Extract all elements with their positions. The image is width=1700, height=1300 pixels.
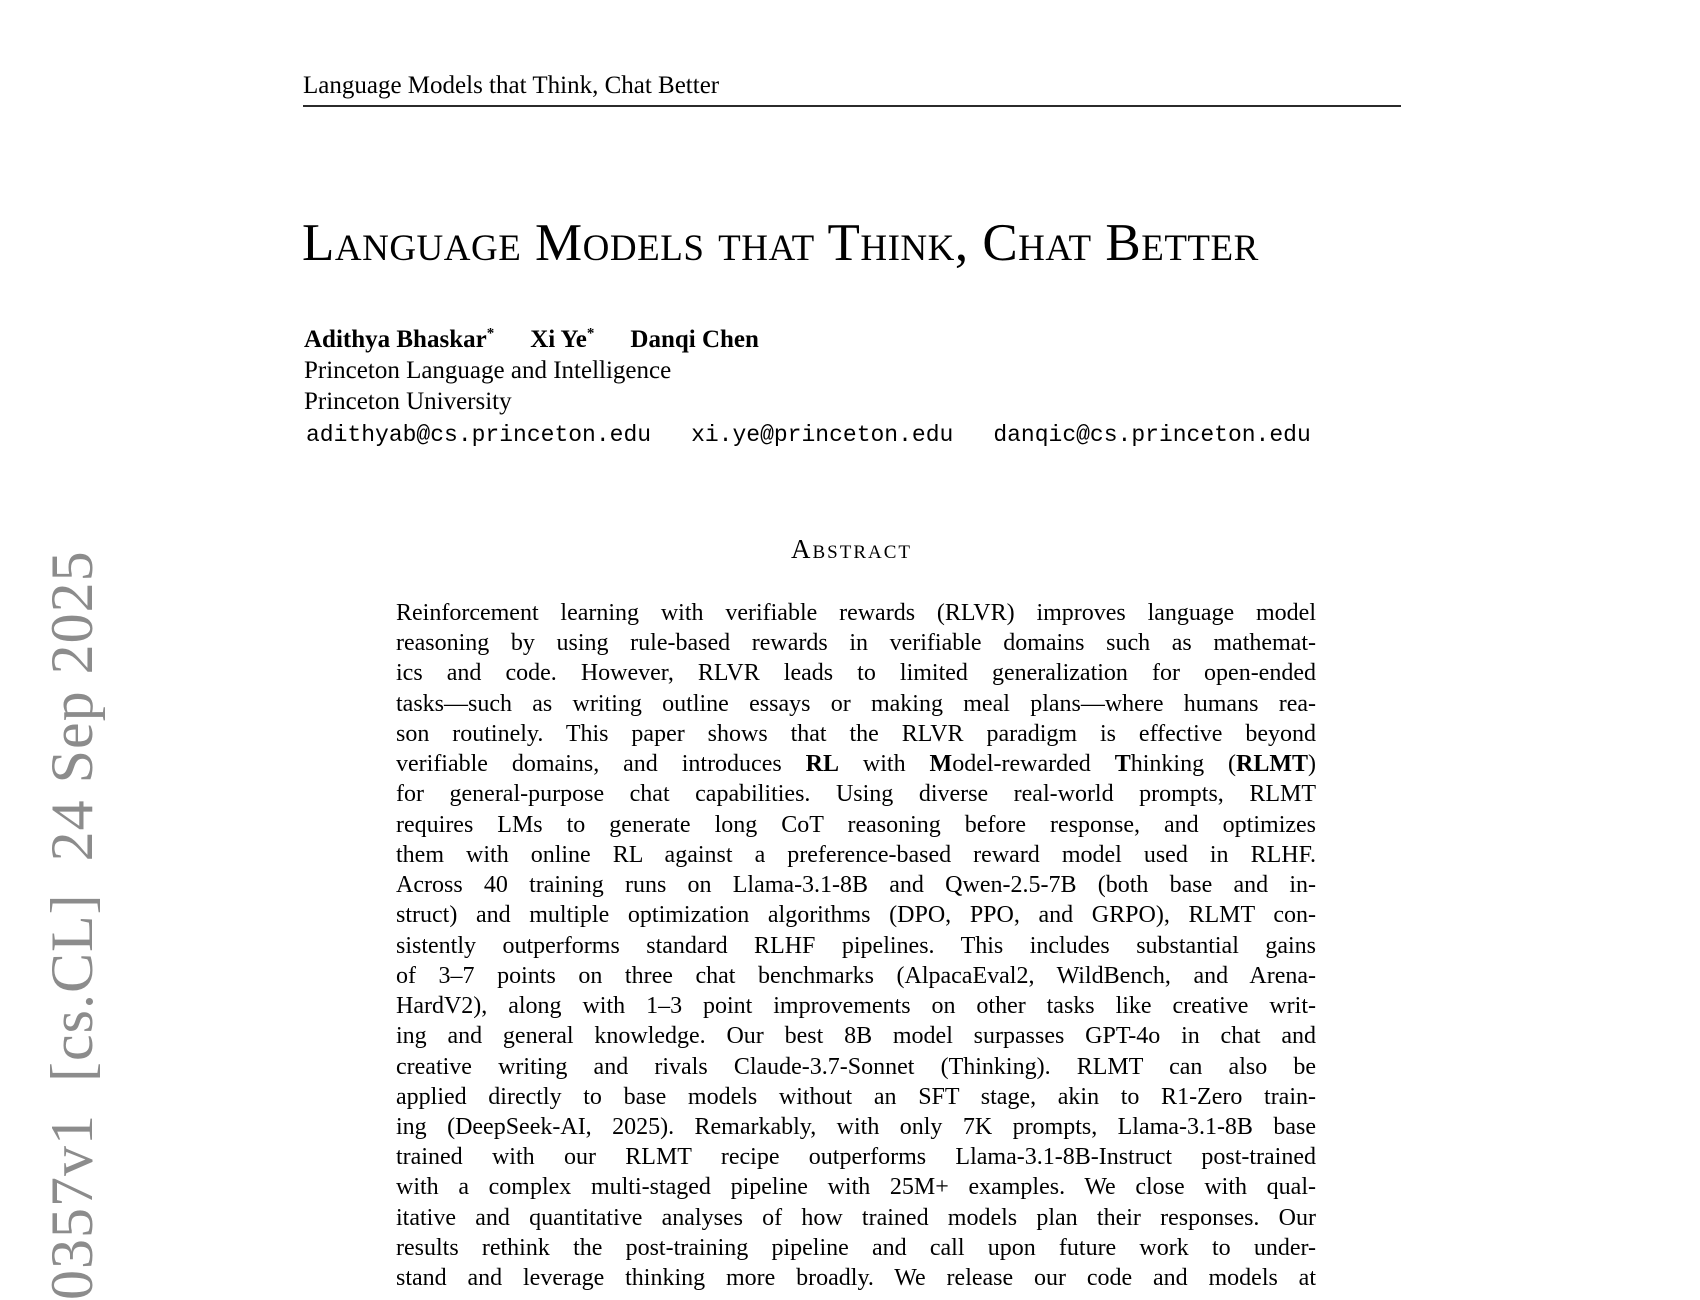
abstract-line: reasoning by using rule-based rewards in verifiable domains such as mathemat-: [396, 630, 1316, 657]
abstract-line: applied directly to base models without an SFT stage, akin to R1-Zero train-: [396, 1083, 1316, 1110]
paper-title: Language Models that Think, Chat Better: [302, 214, 1259, 272]
header-rule: [303, 105, 1401, 107]
abstract-line: results rethink the post-training pipeline and call upon future work to under-: [396, 1234, 1316, 1261]
arxiv-watermark: 0357v1 [cs.CL] 24 Sep 2025: [39, 550, 105, 1300]
author-name: Danqi Chen: [630, 326, 759, 353]
abstract-line: Reinforcement learning with verifiable rewards (RLVR) improves language model: [396, 600, 1316, 626]
abstract-body: [396, 598, 1316, 1293]
running-header: Language Models that Think, Chat Better: [303, 72, 720, 99]
author-email: adithyab@cs.princeton.edu: [306, 422, 652, 448]
author-emails: [306, 422, 1311, 448]
abstract-line: requires LMs to generate long CoT reasoning before response, and optimizes: [396, 811, 1316, 838]
abstract-line: sistently outperforms standard RLHF pipelines. This includes substantial gains: [396, 932, 1316, 959]
abstract-line: them with online RL against a preference-based reward model used in RLHF.: [396, 841, 1316, 868]
abstract-line: ics and code. However, RLVR leads to limited generalization for open-ended: [396, 660, 1316, 687]
affiliation-line: Princeton Language and Intelligence: [304, 357, 672, 384]
abstract-line: Across 40 training runs on Llama-3.1-8B and Qwen-2.5-7B (both base and in-: [396, 872, 1316, 899]
abstract-line: son routinely. This paper shows that the RLVR paradigm is effective beyond: [396, 720, 1316, 747]
abstract-line: tasks—such as writing outline essays or making meal plans—where humans rea-: [396, 690, 1316, 717]
abstract-line: for general-purpose chat capabilities. Using diverse real-world prompts, RLMT: [396, 781, 1316, 808]
abstract-line: with a complex multi-staged pipeline with 25M+ examples. We close with qual-: [396, 1174, 1316, 1201]
abstract-line: struct) and multiple optimization algorithms (DPO, PPO, and GRPO), RLMT con-: [396, 902, 1316, 929]
author-email: xi.ye@princeton.edu: [691, 422, 954, 448]
abstract-line: HardV2), along with 1–3 point improvements on other tasks like creative writ-: [396, 993, 1316, 1020]
abstract-line: creative writing and rivals Claude-3.7-Sonnet (Thinking). RLMT can also be: [396, 1053, 1316, 1080]
affiliation-line: Princeton University: [304, 388, 512, 415]
abstract-line: ing and general knowledge. Our best 8B model surpasses GPT-4o in chat and: [396, 1023, 1316, 1050]
abstract-line: itative and quantitative analyses of how trained models plan their responses. Our: [396, 1204, 1316, 1231]
author-name: Adithya Bhaskar*: [304, 325, 495, 353]
author-footnote-mark: *: [486, 325, 495, 342]
abstract-line: verifiable domains, and introduces RL with Model-rewarded Thinking (RLMT): [396, 751, 1316, 778]
abstract-line: ing (DeepSeek-AI, 2025). Remarkably, with only 7K prompts, Llama-3.1-8B base: [396, 1113, 1316, 1140]
author-email: danqic@cs.princeton.edu: [993, 422, 1311, 448]
author-name: Xi Ye*: [530, 325, 595, 353]
abstract-heading: Abstract: [790, 534, 913, 564]
abstract-line: stand and leverage thinking more broadly. We release our code and models at: [396, 1265, 1316, 1292]
authors-row: [304, 326, 759, 354]
abstract-line: of 3–7 points on three chat benchmarks (AlpacaEval2, WildBench, and Arena-: [396, 962, 1316, 989]
author-footnote-mark: *: [586, 325, 595, 342]
abstract-line: trained with our RLMT recipe outperforms Llama-3.1-8B-Instruct post-trained: [396, 1144, 1316, 1171]
